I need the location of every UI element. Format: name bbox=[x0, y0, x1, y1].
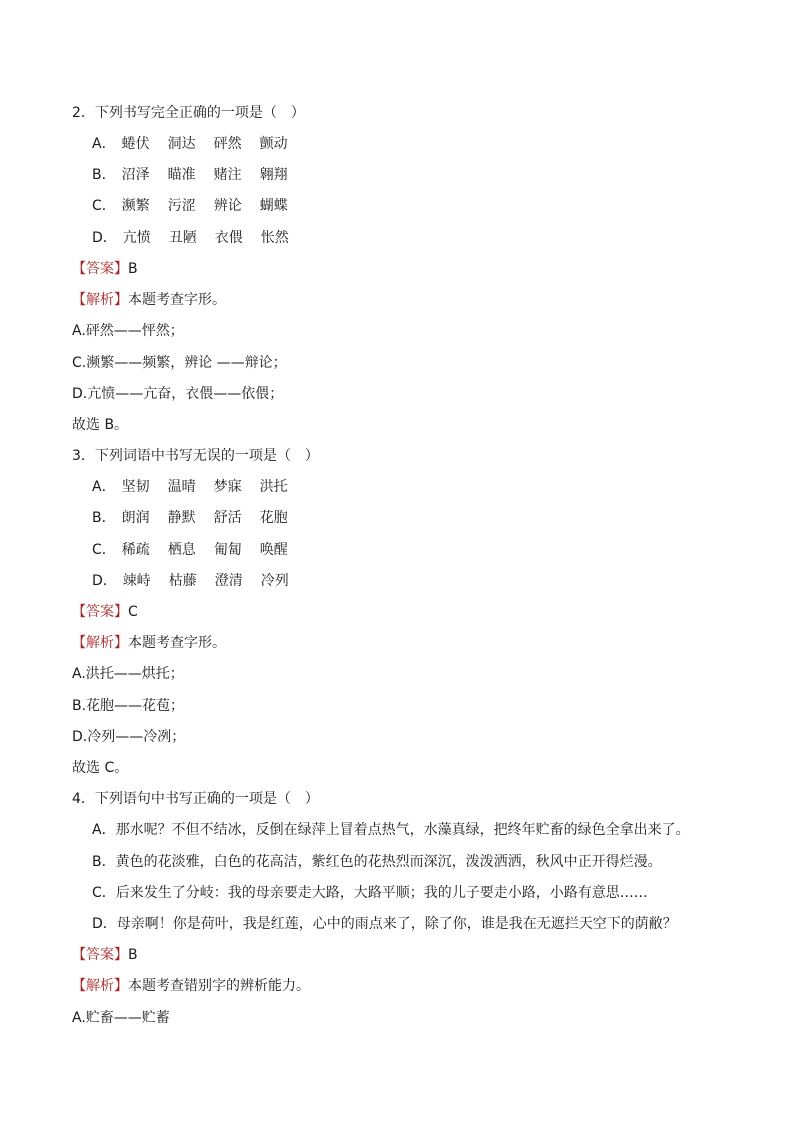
word: 洪托 bbox=[259, 479, 288, 495]
option-text: 母亲啊！你是荷叶，我是红莲，心中的雨点来了，除了你，谁是我在无遮拦天空下的荫敝？ bbox=[116, 916, 677, 932]
conclusion: 故选 B。 bbox=[72, 417, 129, 433]
word: 砰然 bbox=[213, 136, 242, 152]
answer-line bbox=[72, 602, 138, 622]
answer-line bbox=[72, 259, 138, 279]
option-text: 那水呢？不但不结冰，反倒在绿萍上冒着点热气，水藻真绿，把终年贮畜的绿色全拿出来了。 bbox=[115, 822, 690, 838]
option-label: C． bbox=[92, 542, 116, 558]
option-label: A． bbox=[92, 136, 116, 152]
option-c bbox=[92, 540, 306, 560]
analysis-note: A.砰然——怦然； bbox=[72, 323, 184, 339]
word: 沼泽 bbox=[121, 167, 150, 183]
option-label: A． bbox=[92, 822, 116, 838]
word: 栖息 bbox=[167, 542, 196, 558]
option-text: 黄色的花淡雅，白色的花高洁，紫红色的花热烈而深沉，泼泼洒洒，秋风中正开得烂漫。 bbox=[115, 854, 662, 870]
word: 赌注 bbox=[213, 167, 242, 183]
analysis-tag: 【解析】 bbox=[72, 292, 128, 308]
option-label: C． bbox=[92, 198, 116, 214]
option-label: B． bbox=[92, 510, 116, 526]
answer-tag: 【答案】 bbox=[72, 261, 128, 277]
option-b bbox=[92, 508, 306, 528]
word: 舒活 bbox=[213, 510, 242, 526]
option-label: D． bbox=[92, 230, 117, 246]
question-stem: 4．下列语句中书写正确的一项是（ ） bbox=[72, 791, 319, 807]
word: 翱翔 bbox=[259, 167, 288, 183]
option-label: C． bbox=[92, 885, 116, 901]
question-stem: 2．下列书写完全正确的一项是（ ） bbox=[72, 105, 305, 121]
option-label: B． bbox=[92, 167, 116, 183]
analysis-line bbox=[72, 976, 310, 996]
word: 朗润 bbox=[121, 510, 150, 526]
option-c bbox=[92, 883, 648, 903]
word: 瞄准 bbox=[167, 167, 196, 183]
word: 濒繁 bbox=[121, 198, 150, 214]
option-d bbox=[92, 914, 677, 934]
answer-value: B bbox=[128, 947, 138, 963]
option-a bbox=[92, 477, 306, 497]
word: 静默 bbox=[167, 510, 196, 526]
question-stem: 3．下列词语中书写无误的一项是（ ） bbox=[72, 448, 319, 464]
option-text: 后来发生了分岐：我的母亲要走大路，大路平顺；我的儿子要走小路，小路有意思…… bbox=[115, 885, 648, 901]
option-b bbox=[92, 852, 662, 872]
answer-tag: 【答案】 bbox=[72, 947, 128, 963]
option-label: B． bbox=[92, 854, 116, 870]
word: 蝴蝶 bbox=[259, 198, 288, 214]
word: 冷列 bbox=[260, 573, 289, 589]
option-c bbox=[92, 196, 306, 216]
analysis-tag: 【解析】 bbox=[72, 635, 128, 651]
word: 枯藤 bbox=[168, 573, 197, 589]
analysis-text: 本题考查字形。 bbox=[128, 292, 226, 308]
analysis-line bbox=[72, 633, 226, 653]
word: 亢愤 bbox=[122, 230, 151, 246]
word: 梦寐 bbox=[213, 479, 242, 495]
answer-value: B bbox=[128, 261, 138, 277]
analysis-note: D.亢愤——亢奋，衣偎——依偎； bbox=[72, 386, 284, 402]
word: 温晴 bbox=[167, 479, 196, 495]
analysis-text: 本题考查字形。 bbox=[128, 635, 226, 651]
word: 稀疏 bbox=[121, 542, 150, 558]
analysis-note: C.濒繁——频繁，辨论 ——辩论； bbox=[72, 355, 287, 371]
word: 洞达 bbox=[167, 136, 196, 152]
word: 颤动 bbox=[259, 136, 288, 152]
analysis-tag: 【解析】 bbox=[72, 978, 128, 994]
option-label: D． bbox=[92, 573, 117, 589]
analysis-note: A.贮畜——贮蓄 bbox=[72, 1010, 170, 1026]
conclusion: 故选 C。 bbox=[72, 760, 129, 776]
word: 竦峙 bbox=[122, 573, 151, 589]
word: 唤醒 bbox=[259, 542, 288, 558]
answer-line bbox=[72, 945, 138, 965]
analysis-note: A.洪托——烘托； bbox=[72, 666, 184, 682]
word: 衣偎 bbox=[214, 230, 243, 246]
option-label: A． bbox=[92, 479, 116, 495]
option-b bbox=[92, 165, 306, 185]
analysis-note: D.冷列——冷冽； bbox=[72, 729, 186, 745]
option-d bbox=[92, 571, 307, 591]
word: 丑陋 bbox=[168, 230, 197, 246]
word: 怅然 bbox=[260, 230, 289, 246]
word: 辨论 bbox=[213, 198, 242, 214]
analysis-text: 本题考查错别字的辨析能力。 bbox=[128, 978, 310, 994]
word: 匍匐 bbox=[213, 542, 242, 558]
word: 澄清 bbox=[214, 573, 243, 589]
word: 坚韧 bbox=[121, 479, 150, 495]
analysis-note: B.花胞——花苞； bbox=[72, 698, 185, 714]
answer-value: C bbox=[128, 604, 138, 620]
word: 污涩 bbox=[167, 198, 196, 214]
option-a bbox=[92, 134, 306, 154]
option-d bbox=[92, 228, 307, 248]
option-label: D． bbox=[92, 916, 117, 932]
answer-tag: 【答案】 bbox=[72, 604, 128, 620]
analysis-line bbox=[72, 290, 226, 310]
word: 蜷伏 bbox=[121, 136, 150, 152]
word: 花胞 bbox=[259, 510, 288, 526]
option-a bbox=[92, 820, 690, 840]
